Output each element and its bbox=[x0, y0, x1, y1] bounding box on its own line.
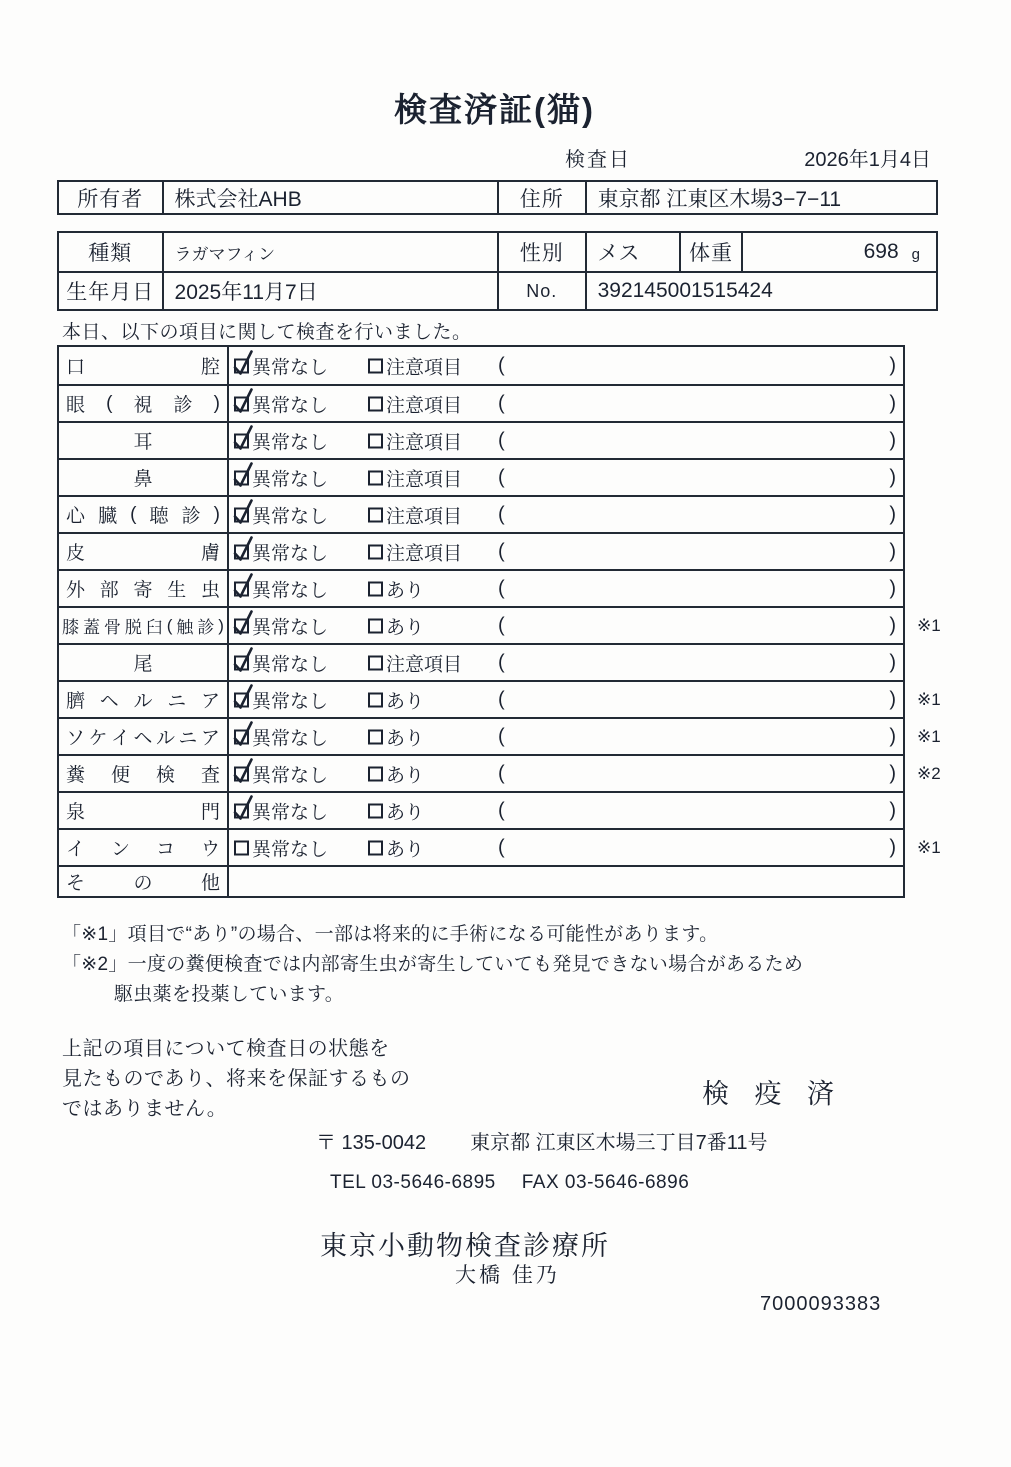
paren-close: ) bbox=[889, 392, 896, 414]
check-option bbox=[234, 464, 328, 491]
handwritten-check-mark bbox=[232, 460, 255, 490]
handwritten-check-mark bbox=[232, 645, 255, 675]
owner-table bbox=[57, 180, 938, 215]
item-label: 外 部 寄 生 虫 bbox=[59, 571, 229, 606]
footnote-2-continued: 駆虫薬を投薬しています。 bbox=[114, 984, 345, 1005]
checkbox-normal-checked bbox=[234, 729, 249, 744]
paren-open: ( bbox=[498, 354, 505, 376]
check-option-label: 異常なし bbox=[252, 395, 329, 416]
checklist-row bbox=[59, 606, 941, 643]
disclaimer-line: 上記の項目について検査日の状態を bbox=[62, 1038, 390, 1060]
breed-value: ラガマフィン bbox=[162, 233, 497, 271]
check-option bbox=[234, 575, 328, 602]
item-label: 鼻 bbox=[59, 460, 229, 495]
handwritten-check-mark bbox=[232, 497, 255, 527]
address-label: 住所 bbox=[497, 182, 585, 213]
check-option-label: 異常なし bbox=[252, 580, 329, 601]
check-option-label: あり bbox=[386, 617, 425, 638]
clinic-name: 東京小動物検査診療所 bbox=[320, 1231, 610, 1261]
footnote-1: 「※1」項目で“あり”の場合、一部は将来的に手術になる可能性があります。 bbox=[62, 924, 719, 945]
clinic-fax: FAX 03-5646-6896 bbox=[521, 1172, 690, 1193]
paren-close: ) bbox=[889, 651, 896, 673]
clinic-postal-line bbox=[316, 1126, 768, 1155]
checkbox-finding bbox=[368, 396, 383, 411]
paren-open: ( bbox=[498, 392, 505, 414]
paren-open: ( bbox=[498, 836, 505, 858]
check-option bbox=[234, 501, 328, 528]
check-option bbox=[368, 834, 424, 861]
check-option bbox=[368, 575, 424, 602]
checklist-row-content bbox=[229, 347, 903, 384]
paren-open: ( bbox=[498, 540, 505, 562]
item-label: 耳 bbox=[59, 423, 229, 458]
check-option-label: 異常なし bbox=[252, 432, 329, 453]
reference-note: ※1 bbox=[917, 726, 941, 746]
checkbox-finding bbox=[368, 766, 383, 781]
clinic-address: 東京都 江東区木場三丁目7番11号 bbox=[470, 1132, 768, 1154]
check-option-label: 注意項目 bbox=[386, 654, 463, 675]
check-option bbox=[368, 427, 462, 454]
check-option bbox=[368, 501, 462, 528]
checkbox-finding bbox=[368, 544, 383, 559]
checklist-row bbox=[59, 680, 941, 717]
check-option-label: 異常なし bbox=[252, 357, 329, 378]
checklist-row-content bbox=[229, 497, 903, 532]
check-option-label: 異常なし bbox=[252, 802, 329, 823]
check-option-label: あり bbox=[386, 691, 425, 712]
inspection-date-label: 検査日 bbox=[565, 149, 631, 171]
checklist-row-content bbox=[229, 571, 903, 606]
handwritten-check-mark bbox=[232, 608, 255, 638]
check-option-label: 異常なし bbox=[252, 839, 329, 860]
checklist-row bbox=[59, 495, 903, 532]
check-option bbox=[234, 723, 328, 750]
sex-label: 性別 bbox=[497, 233, 585, 271]
weight-unit: g bbox=[911, 246, 920, 263]
handwritten-check-mark bbox=[232, 682, 255, 712]
breed-label: 種類 bbox=[88, 242, 133, 265]
checklist-row bbox=[59, 791, 903, 828]
checklist-row-content bbox=[229, 719, 941, 754]
checklist-row-content bbox=[229, 682, 941, 717]
checklist-row-content bbox=[229, 867, 903, 896]
check-option-label: 注意項目 bbox=[386, 506, 463, 527]
checklist-row bbox=[59, 458, 903, 495]
check-option bbox=[234, 760, 328, 787]
check-option bbox=[368, 649, 462, 676]
microchip-no-value: 392145001515424 bbox=[585, 273, 936, 309]
check-option-label: 注意項目 bbox=[386, 357, 463, 378]
checkbox-normal-checked bbox=[234, 803, 249, 818]
handwritten-check-mark bbox=[232, 423, 255, 453]
checklist-row-content bbox=[229, 645, 903, 680]
checklist-row bbox=[59, 569, 903, 606]
checkbox-finding bbox=[368, 692, 383, 707]
disclaimer-line: 見たものであり、将来を保証するもの bbox=[62, 1068, 411, 1090]
checkbox-normal-checked bbox=[234, 655, 249, 670]
checkbox-finding bbox=[368, 655, 383, 670]
postal-code: 〒 135-0042 bbox=[316, 1132, 427, 1154]
checklist-row bbox=[59, 347, 903, 384]
handwritten-check-mark bbox=[232, 534, 255, 564]
checkbox-normal-checked bbox=[234, 433, 249, 448]
checkbox-normal-checked bbox=[234, 470, 249, 485]
handwritten-check-mark bbox=[232, 719, 255, 749]
paren-close: ) bbox=[889, 614, 896, 636]
paren-open: ( bbox=[498, 688, 505, 710]
item-label: 口 腔 bbox=[59, 347, 229, 384]
check-option bbox=[368, 760, 424, 787]
checkbox-normal-checked bbox=[234, 766, 249, 781]
checklist-row-content bbox=[229, 534, 903, 569]
check-option-label: 異常なし bbox=[252, 691, 329, 712]
check-option bbox=[234, 538, 328, 565]
paren-close: ) bbox=[889, 799, 896, 821]
paren-close: ) bbox=[889, 577, 896, 599]
check-option bbox=[234, 797, 328, 824]
item-label: 臍 ヘ ル ニ ア bbox=[59, 682, 229, 717]
check-option bbox=[234, 834, 328, 861]
checklist-row bbox=[59, 828, 941, 865]
checkbox-finding bbox=[368, 840, 383, 855]
paren-open: ( bbox=[498, 577, 505, 599]
checkbox-normal-checked bbox=[234, 618, 249, 633]
item-label: 眼 ( 視 診 ) bbox=[59, 386, 229, 421]
check-option bbox=[368, 464, 462, 491]
check-option bbox=[368, 686, 424, 713]
paren-close: ) bbox=[889, 540, 896, 562]
check-option bbox=[234, 649, 328, 676]
weight-value: 698 bbox=[863, 240, 899, 263]
item-label: 糞 便 検 査 bbox=[59, 756, 229, 791]
weight-label: 体重 bbox=[679, 233, 741, 271]
item-label: ソ ケ イ ヘ ル ニ ア bbox=[59, 719, 229, 754]
item-label: 尾 bbox=[59, 645, 229, 680]
check-option-label: あり bbox=[386, 580, 425, 601]
checklist-row bbox=[59, 865, 903, 896]
checklist-row-content bbox=[229, 423, 903, 458]
paren-open: ( bbox=[498, 503, 505, 525]
checklist-row-content bbox=[229, 793, 903, 828]
check-option-label: あり bbox=[386, 839, 425, 860]
item-label: 泉 門 bbox=[59, 793, 229, 828]
checklist-row bbox=[59, 384, 903, 421]
paren-close: ) bbox=[889, 429, 896, 451]
veterinarian-name: 大橋 佳乃 bbox=[455, 1264, 560, 1287]
breed-row bbox=[59, 233, 936, 271]
weight-value-cell bbox=[741, 233, 936, 271]
checkbox-normal-checked bbox=[234, 544, 249, 559]
checkbox-normal-checked bbox=[234, 396, 249, 411]
microchip-no-label: No. bbox=[497, 273, 585, 309]
check-option-label: 異常なし bbox=[252, 617, 329, 638]
check-option bbox=[234, 427, 328, 454]
handwritten-check-mark bbox=[232, 793, 255, 823]
check-option bbox=[368, 390, 462, 417]
check-option-label: 異常なし bbox=[252, 543, 329, 564]
reference-note: ※1 bbox=[917, 837, 941, 857]
quarantine-passed-stamp: 検 疫 済 bbox=[702, 1079, 844, 1109]
paren-close: ) bbox=[889, 836, 896, 858]
birthdate-label: 生年月日 bbox=[66, 281, 155, 304]
birthdate-value: 2025年11月7日 bbox=[162, 273, 497, 309]
check-option bbox=[234, 612, 328, 639]
handwritten-check-mark bbox=[232, 348, 255, 378]
document-number: 7000093383 bbox=[760, 1293, 882, 1315]
clinic-tel: TEL 03-5646-6895 bbox=[330, 1172, 496, 1193]
checklist-row-content bbox=[229, 608, 941, 643]
owner-label: 所有者 bbox=[77, 187, 144, 211]
checklist-row bbox=[59, 532, 903, 569]
check-option-label: 注意項目 bbox=[386, 543, 463, 564]
checkbox-normal bbox=[234, 840, 249, 855]
check-option bbox=[234, 686, 328, 713]
item-label: 膝 蓋 骨 脱 臼 ( 触 診 ) bbox=[59, 608, 229, 643]
paren-open: ( bbox=[498, 762, 505, 784]
document-title: 検査済証(猫) bbox=[394, 91, 595, 128]
disclaimer-text bbox=[62, 1034, 411, 1124]
checkbox-finding bbox=[368, 507, 383, 522]
check-option-label: 注意項目 bbox=[386, 432, 463, 453]
handwritten-check-mark bbox=[232, 386, 255, 416]
check-option bbox=[234, 352, 328, 379]
check-option-label: 異常なし bbox=[252, 469, 329, 490]
check-option-label: 異常なし bbox=[252, 506, 329, 527]
checkbox-finding bbox=[368, 803, 383, 818]
inspection-date-value: 2026年1月4日 bbox=[804, 149, 931, 171]
footnote-2: 「※2」一度の糞便検査では内部寄生虫が寄生していても発見できない場合があるため bbox=[62, 954, 804, 975]
check-option-label: あり bbox=[386, 765, 425, 786]
checklist-row-content bbox=[229, 460, 903, 495]
check-option-label: 異常なし bbox=[252, 728, 329, 749]
checkbox-normal-checked bbox=[234, 581, 249, 596]
checkbox-normal-checked bbox=[234, 692, 249, 707]
reference-note: ※2 bbox=[917, 763, 941, 783]
check-option bbox=[368, 538, 462, 565]
paren-close: ) bbox=[889, 466, 896, 488]
checkbox-finding bbox=[368, 581, 383, 596]
clinic-tel-line bbox=[330, 1172, 689, 1194]
reference-note: ※1 bbox=[917, 689, 941, 709]
birthdate-row bbox=[59, 271, 936, 309]
item-label: そ の 他 bbox=[59, 867, 229, 896]
item-label: イ ン コ ウ bbox=[59, 830, 229, 865]
address-value: 東京都 江東区木場3−7−11 bbox=[585, 182, 936, 213]
paren-open: ( bbox=[498, 466, 505, 488]
checklist-row-content bbox=[229, 830, 941, 865]
check-option-label: 注意項目 bbox=[386, 469, 463, 490]
check-option bbox=[368, 612, 424, 639]
paren-open: ( bbox=[498, 725, 505, 747]
paren-close: ) bbox=[889, 503, 896, 525]
check-option-label: あり bbox=[386, 728, 425, 749]
owner-row bbox=[59, 182, 936, 213]
handwritten-check-mark bbox=[232, 756, 255, 786]
check-option bbox=[368, 723, 424, 750]
checkbox-finding bbox=[368, 358, 383, 373]
checkbox-normal-checked bbox=[234, 358, 249, 373]
check-option-label: 異常なし bbox=[252, 654, 329, 675]
intro-text: 本日、以下の項目に関して検査を行いました。 bbox=[62, 322, 472, 343]
disclaimer-line: ではありません。 bbox=[62, 1098, 228, 1120]
paren-close: ) bbox=[889, 688, 896, 710]
check-option-label: あり bbox=[386, 802, 425, 823]
checklist-row bbox=[59, 754, 941, 791]
checklist-table bbox=[57, 345, 941, 898]
checklist-row-content bbox=[229, 386, 903, 421]
paren-close: ) bbox=[889, 354, 896, 376]
item-label: 心 臓 ( 聴 診 ) bbox=[59, 497, 229, 532]
footnotes bbox=[62, 920, 803, 1010]
paren-close: ) bbox=[889, 762, 896, 784]
check-option bbox=[234, 390, 328, 417]
checklist-row bbox=[59, 643, 903, 680]
checklist-row bbox=[59, 421, 903, 458]
paren-open: ( bbox=[498, 799, 505, 821]
check-option-label: 異常なし bbox=[252, 765, 329, 786]
check-option bbox=[368, 797, 424, 824]
checkbox-normal-checked bbox=[234, 507, 249, 522]
animal-table bbox=[57, 231, 938, 311]
owner-value: 株式会社AHB bbox=[162, 182, 497, 213]
checkbox-finding bbox=[368, 433, 383, 448]
paren-open: ( bbox=[498, 651, 505, 673]
handwritten-check-mark bbox=[232, 571, 255, 601]
checklist-row-content bbox=[229, 756, 941, 791]
check-option bbox=[368, 352, 462, 379]
checkbox-finding bbox=[368, 470, 383, 485]
sex-value: メス bbox=[585, 233, 680, 271]
checkbox-finding bbox=[368, 729, 383, 744]
reference-note: ※1 bbox=[917, 615, 941, 635]
checklist-row bbox=[59, 717, 941, 754]
paren-open: ( bbox=[498, 429, 505, 451]
item-label: 皮 膚 bbox=[59, 534, 229, 569]
paren-open: ( bbox=[498, 614, 505, 636]
check-option-label: 注意項目 bbox=[386, 395, 463, 416]
paren-close: ) bbox=[889, 725, 896, 747]
checkbox-finding bbox=[368, 618, 383, 633]
